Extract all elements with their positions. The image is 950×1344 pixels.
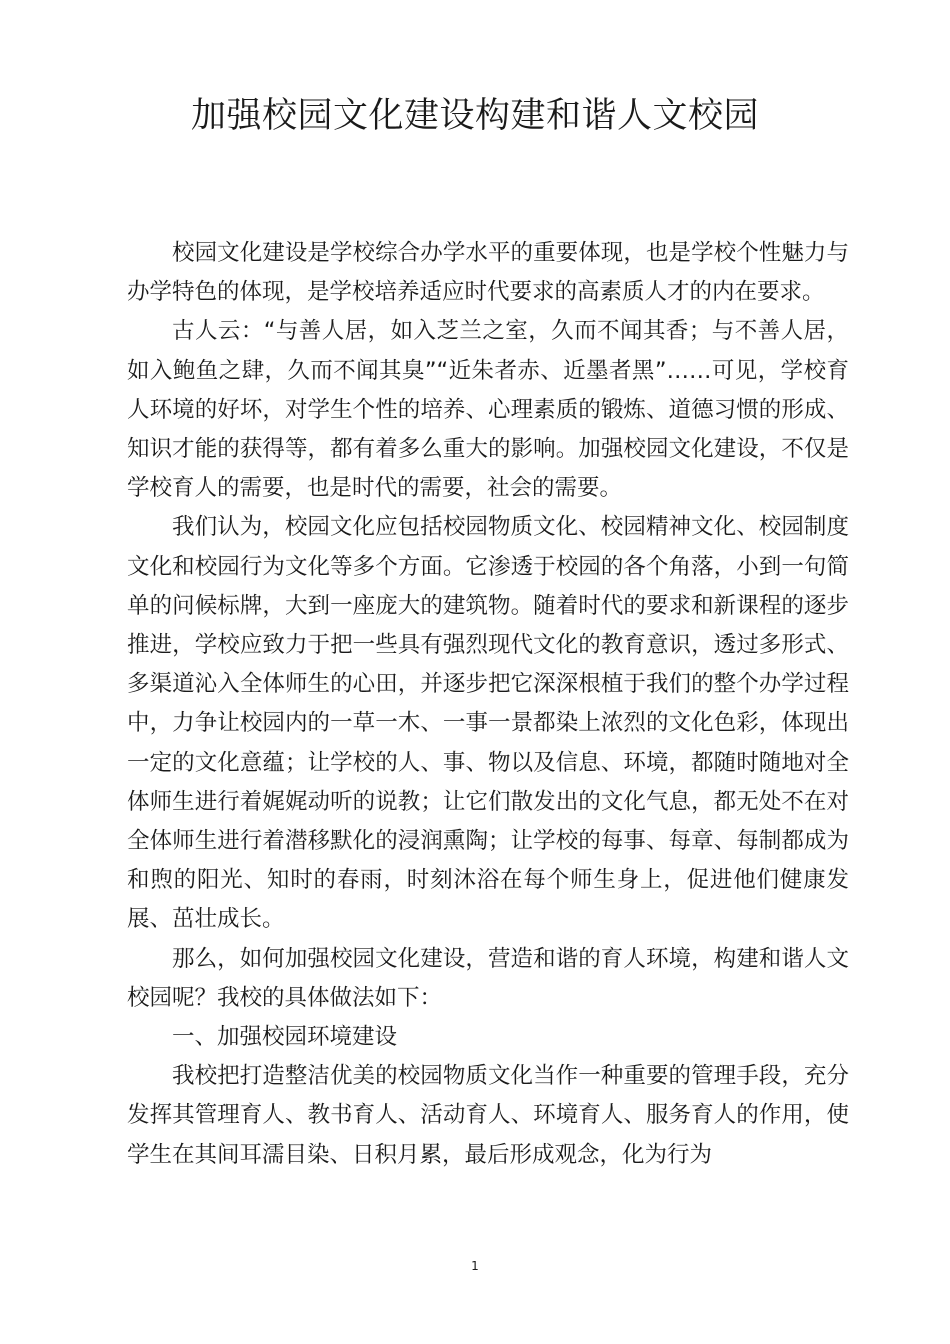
- page-number: 1: [471, 1259, 479, 1273]
- paragraph-question: 那么，如何加强校园文化建设，营造和谐的育人环境，构建和谐人文校园呢？我校的具体做法如下：: [127, 945, 849, 1011]
- paragraph-campus-culture: 我们认为，校园文化应包括校园物质文化、校园精神文化、校园制度文化和校园行为文化等多个方面。它渗透于校园的各个角落，小到一句简单的问候标牌，大到一座庞大的建筑物。随着时代的要求和新课程的逐步推进，学校应致力于把一些具有强烈现代文化的教育意识，透过多形式、多渠道沁入全体师生的心田，并逐步把它深深根植于我们的整个办学过程中，力争让校园内的一草一木、一事一景都染上浓烈的文化色彩，体现出一定的文化意蕴；让学校的人、事、物以及信息、环境，都随时随地对全体师生进行着娓娓动听的说教；让它们散发出的文化气息，都无处不在对全体师生进行着潜移默化的浸润熏陶；让学校的每事、每章、每制都成为和煦的阳光、知时的春雨，时刻沐浴在每个师生身上，促进他们健康发展、茁壮成长。: [127, 514, 849, 933]
- document-body: [127, 234, 849, 1175]
- paragraph-ancient-saying: 古人云：“与善人居，如入芝兰之室，久而不闻其香；与不善人居，如入鲍鱼之肆，久而不闻其臭”“近朱者赤、近墨者黑”……可见，学校育人环境的好坏，对学生个性的培养、心理素质的锻炼、道德习惯的形成、知识才能的获得等，都有着多么重大的影响。加强校园文化建设，不仅是学校育人的需要，也是时代的需要，社会的需要。: [127, 318, 849, 502]
- paragraph-section-one: 我校把打造整洁优美的校园物质文化当作一种重要的管理手段，充分发挥其管理育人、教书育人、活动育人、环境育人、服务育人的作用，使学生在其间耳濡目染、日积月累，最后形成观念，化为行为: [127, 1063, 849, 1168]
- paragraph-intro: 校园文化建设是学校综合办学水平的重要体现，也是学校个性魅力与办学特色的体现，是学校培养适应时代要求的高素质人才的内在要求。: [127, 240, 849, 306]
- section-heading: 一、加强校园环境建设: [172, 1024, 398, 1051]
- document-title: 加强校园文化建设构建和谐人文校园: [190, 96, 759, 136]
